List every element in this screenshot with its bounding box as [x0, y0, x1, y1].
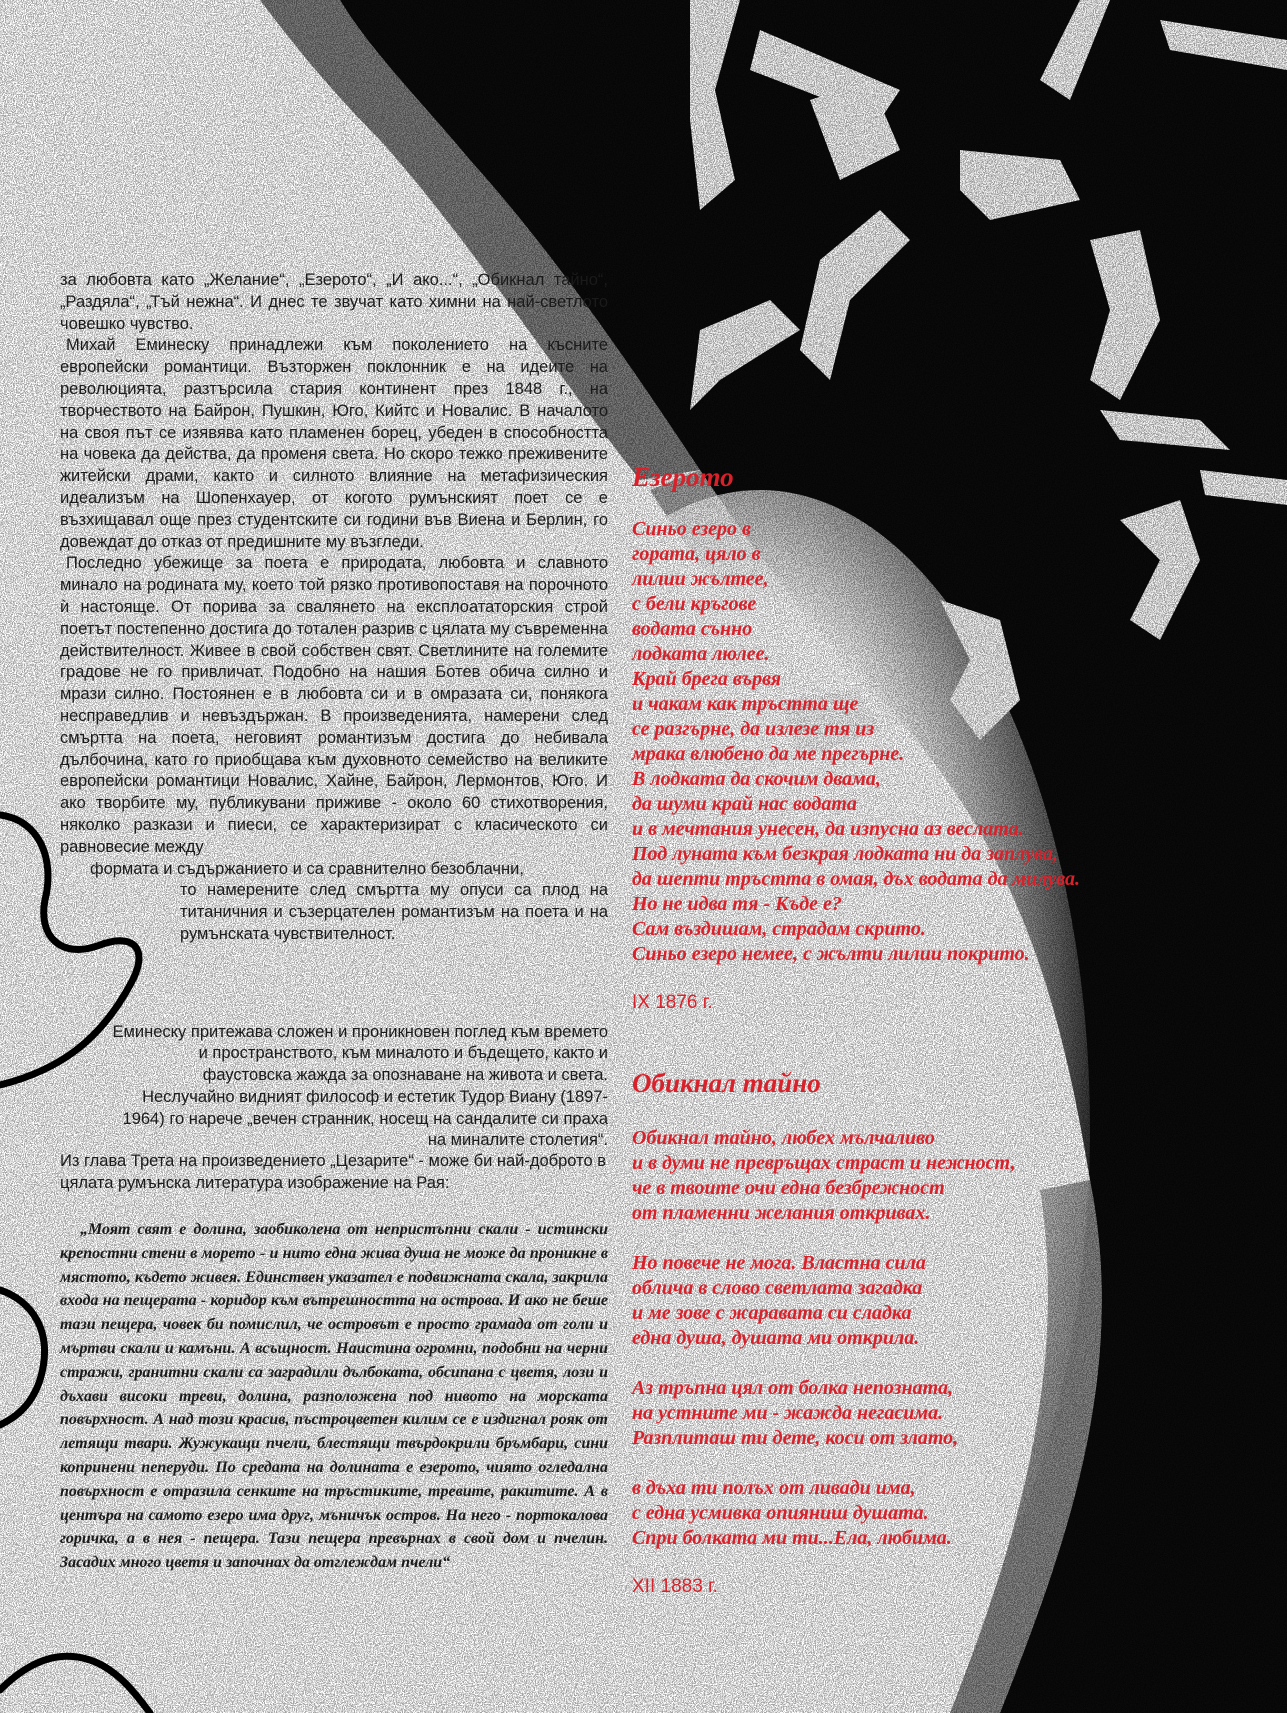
essay-paragraph-2: Михай Еминеску принадлежи към поколението на късните европейски романтици. Възторжен поклонник е на идеите на революцията, разтърсила стария континент през 1848 г., на творчеството на Байрон, Пушкин, Юго, Кийтс и Новалис. В началото на своя път се изявява като пламенен борец, убеден в способността на човека да действа, да променя света. Но скоро тежко преживените житейски драми, както и силното влияние на метафизическия идеализъм на Шопенхауер, от когото румънският поет се е възхищавал още през студентските си години във Виена и Берлин, го довеждат до отказ от предишните му възгледи.	[60, 336, 608, 551]
essay-paragraph-3: Последно убежище за поета е природата, любовта и славното минало на родината му, което той рязко противопоставя на порочното ѝ настояще. От порива за свалянето на експлоататорския строй поетът постепенно достига до тотален разрив с цялата му съвременна действителност. Живее в свой собствен свят. Светлините на големите градове не го привличат. Подобно на нашия Ботев обича силно и мрази силно. Постоянен е в любовта си и в омразата си, понякога несправедлив и невъздържан. В произведенията, намерени след смъртта на поета, неговият романтизъм достига до небивала дълбочина, като го приобщава към духовното семейство на великите европейски романтици Новалис, Хайне, Байрон, Лермонтов, Юго. И ако творбите му, публикувани приживе - около 60 стихотворения, няколко разкази и пиеси, се характеризират с класическото си равновесие между	[60, 554, 608, 856]
poem-line: и чакам как тръстта ще	[632, 693, 859, 715]
poem-line: Обикнал тайно, любех мълчаливо	[632, 1127, 935, 1149]
poem-line: в дъха ти полъх от ливади има,	[632, 1477, 916, 1499]
poem-line: се разгърне, да излезе тя из	[632, 718, 875, 740]
excerpt-intro: Из глава Трета на произведението „Цезарите“ - може би най-доброто в цялата румънска литература изображение на Рая:	[60, 1152, 607, 1192]
poem-line: с бели кръгове	[632, 593, 757, 615]
essay-column	[60, 270, 608, 946]
poem-1-text	[632, 517, 1080, 967]
poem-line: Синьо езеро немее, с жълти лилии покрито.	[632, 943, 1030, 965]
essay-paragraph-1: за любовта като „Желание“, „Езерото“, „И ако...“, „Обикнал тайно“, „Раздяла“, „Тъй нежна“. И днес те звучат като химни на най-светлото човешко чувство.	[60, 271, 608, 333]
essay-paragraph-3-end: то намерените след смъртта му опуси са плод на титаничния и съзерцателен романтизъм на поета и на румънската чувствителност.	[180, 881, 608, 943]
poem-line: да шепти тръстта в омая, дъх водата да милува.	[632, 868, 1081, 890]
poem-2-date: XII 1883 г.	[632, 1576, 718, 1597]
poem-line: Но не идва тя - Къде е?	[632, 893, 842, 915]
poem-line: Разплиташ ти дете, коси от злато,	[632, 1427, 959, 1449]
poem-line: водата сънно	[632, 618, 753, 640]
poem-line: Аз тръпна цял от болка непозната,	[632, 1377, 954, 1399]
poem-line: Но повече не мога. Властна сила	[632, 1252, 926, 1274]
poem-line: че в твоите очи една безбрежност	[632, 1177, 945, 1199]
poem-line: гората, цяло в	[632, 543, 761, 565]
poem-line: на устните ми - жажда негасима.	[632, 1402, 944, 1424]
poem-line: и в думи не превръщах страст и нежност,	[632, 1152, 1016, 1174]
poem-line: облича в слово светлата загадка	[632, 1277, 923, 1299]
poem-1-title: Езерото	[632, 462, 734, 492]
poem-line: Спри болката ми ти...Ела, любима.	[632, 1527, 952, 1549]
poem-line: от пламенни желания откривах.	[632, 1202, 931, 1224]
poem-line: мрака влюбено да ме прегърне.	[632, 743, 905, 765]
poem-2-title: Обикнал тайно	[632, 1068, 821, 1098]
poem-line: Под луната към безкрая лодката ни да заплува,	[632, 843, 1058, 865]
poem-line: и ме зове с жаравата си сладка	[632, 1302, 912, 1324]
poem-1-date: IX 1876 г.	[632, 992, 713, 1013]
essay-paragraph-4: Еминеску притежава сложен и проникновен поглед към времето и пространството, към миналото и бъдещето, както и фаустовска жажда за опознаване на живота и света. Неслучайно видният философ и естетик Тудор Виану (1897- 1964) го нарече „вечен странник, носещ на сандалите си праха на миналите столетия“.	[112, 1022, 608, 1150]
essay-paragraph-3-continued: формата и съдържанието и са сравнително безоблачни,	[90, 859, 524, 878]
poem-line: с една усмивка опияниш душата.	[632, 1502, 929, 1524]
poem-line: да шуми край нас водата	[632, 793, 857, 815]
poem-line: Сам въздишам, страдам скрито.	[632, 918, 926, 940]
poem-line: и в мечтания унесен, да изпусна аз веслата.	[632, 818, 1024, 840]
poem-line: една душа, душата ми открила.	[632, 1327, 920, 1349]
poem-line: лодката люлее.	[632, 643, 770, 665]
poem-line: лилии жълтее,	[632, 568, 769, 590]
poem-line: Край брега вървя	[632, 668, 782, 690]
excerpt-quote: „Моят свят е долина, заобиколена от непристъпни скали - истински крепостни стени в морето - и нито една жива душа не може да проникне в мястото, където живея. Единствен указател е подвижната скала, закрила входа на пещерата - коридор към вътрешността на острова. И ако не беше тази пещера, човек би помислил, че островът е просто грамада от голи и мъртви скали и камъни. А всъщност. Наистина огромни, подобни на черни стражи, гранитни скали са заградили дълбоката, обсипана с цветя, лози и дъхави високи треви, долина, разположена под нивото на морската повърхност. А над този красив, пъстроцветен килим се е издигнал рояк от летящи твари. Жужукащи пчели, блестящи твърдокрили бръмбари, сини копринени пеперуди. По средата на долината е езерото, чиято огледална повърхност е отразила сенките на тръстиките, тревите, ракитите. А в центъра на самото езеро има друг, мъничък остров. На него - портокалова горичка, а в нея - пещера. Тази пещера превърнах в свой дом и пчелин. Засадих много цветя и започнах да отглеждам пчели“	[60, 1221, 608, 1572]
poem-line: В лодката да скочим двама,	[632, 768, 881, 790]
poem-line: Синьо езеро в	[632, 518, 751, 540]
poem-2-text	[632, 1126, 1016, 1551]
